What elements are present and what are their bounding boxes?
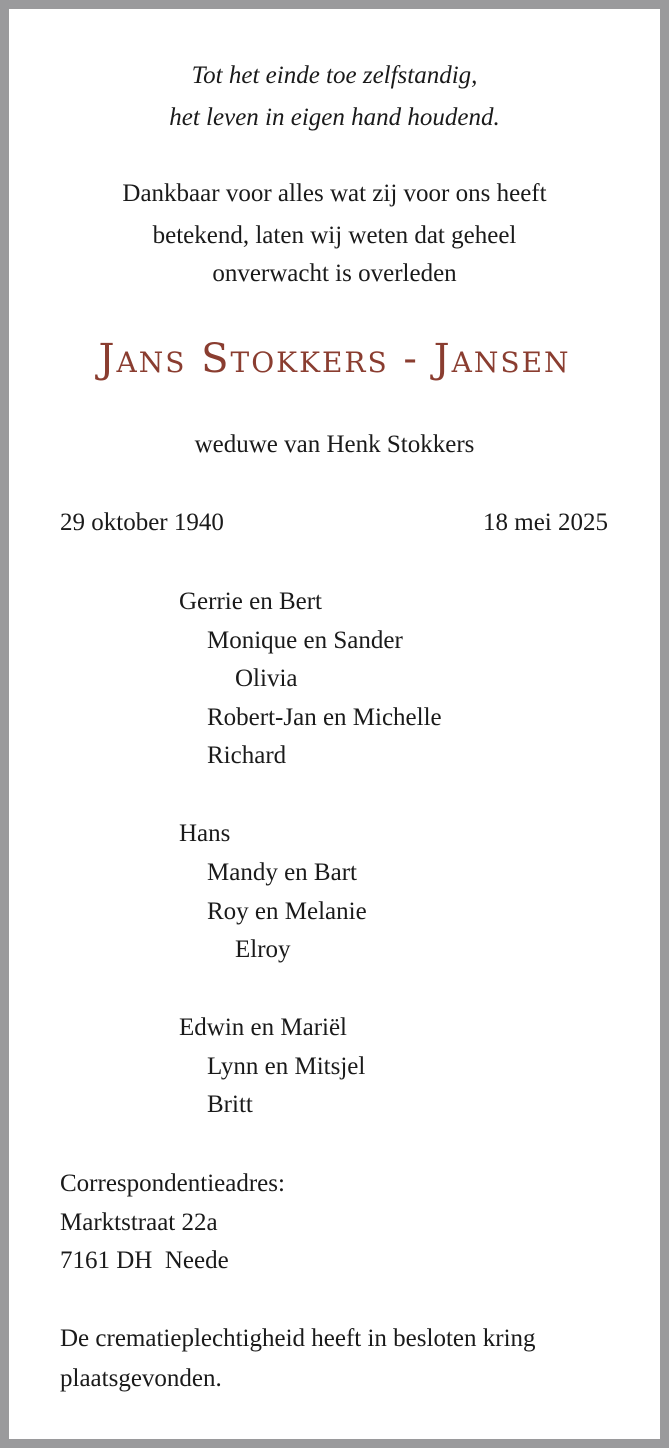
correspondence-label: Correspondentieadres: xyxy=(60,1170,285,1197)
family-member-gen2: Monique en Sander xyxy=(207,627,403,654)
family-member-gen3: Olivia xyxy=(235,665,298,692)
correspondence-street: Marktstraat 22a xyxy=(60,1209,218,1236)
family-member-gen2: Mandy en Bart xyxy=(207,859,357,886)
intro-line-2: betekend, laten wij weten dat geheel xyxy=(152,222,517,249)
family-member-gen2: Lynn en Mitsjel xyxy=(207,1053,366,1080)
family-member-gen1: Hans xyxy=(179,820,231,847)
death-date: 18 mei 2025 xyxy=(483,509,608,536)
motto-line-1: Tot het einde toe zelfstandig, xyxy=(191,62,478,89)
intro-line-3: onverwacht is overleden xyxy=(212,260,457,287)
motto-line-2: het leven in eigen hand houdend. xyxy=(169,104,500,131)
birth-date: 29 oktober 1940 xyxy=(60,509,224,536)
deceased-relation: weduwe van Henk Stokkers xyxy=(194,431,475,458)
death-notice-card xyxy=(9,9,660,1439)
family-member-gen2: Robert-Jan en Michelle xyxy=(207,704,442,731)
family-member-gen3: Elroy xyxy=(235,936,291,963)
family-member-gen2: Britt xyxy=(207,1091,253,1118)
intro-line-1: Dankbaar voor alles wat zij voor ons heeft xyxy=(122,180,547,207)
correspondence-city: 7161 DH Neede xyxy=(60,1247,229,1274)
deceased-name: Jans Stokkers - Jansen xyxy=(98,336,571,382)
ceremony-line-1: De crematieplechtigheid heeft in besloten kring xyxy=(60,1325,536,1352)
family-member-gen2: Richard xyxy=(207,742,287,769)
family-member-gen1: Edwin en Mariël xyxy=(179,1014,348,1041)
family-member-gen1: Gerrie en Bert xyxy=(179,588,322,615)
ceremony-line-2: plaatsgevonden. xyxy=(60,1365,222,1392)
family-member-gen2: Roy en Melanie xyxy=(207,898,367,925)
